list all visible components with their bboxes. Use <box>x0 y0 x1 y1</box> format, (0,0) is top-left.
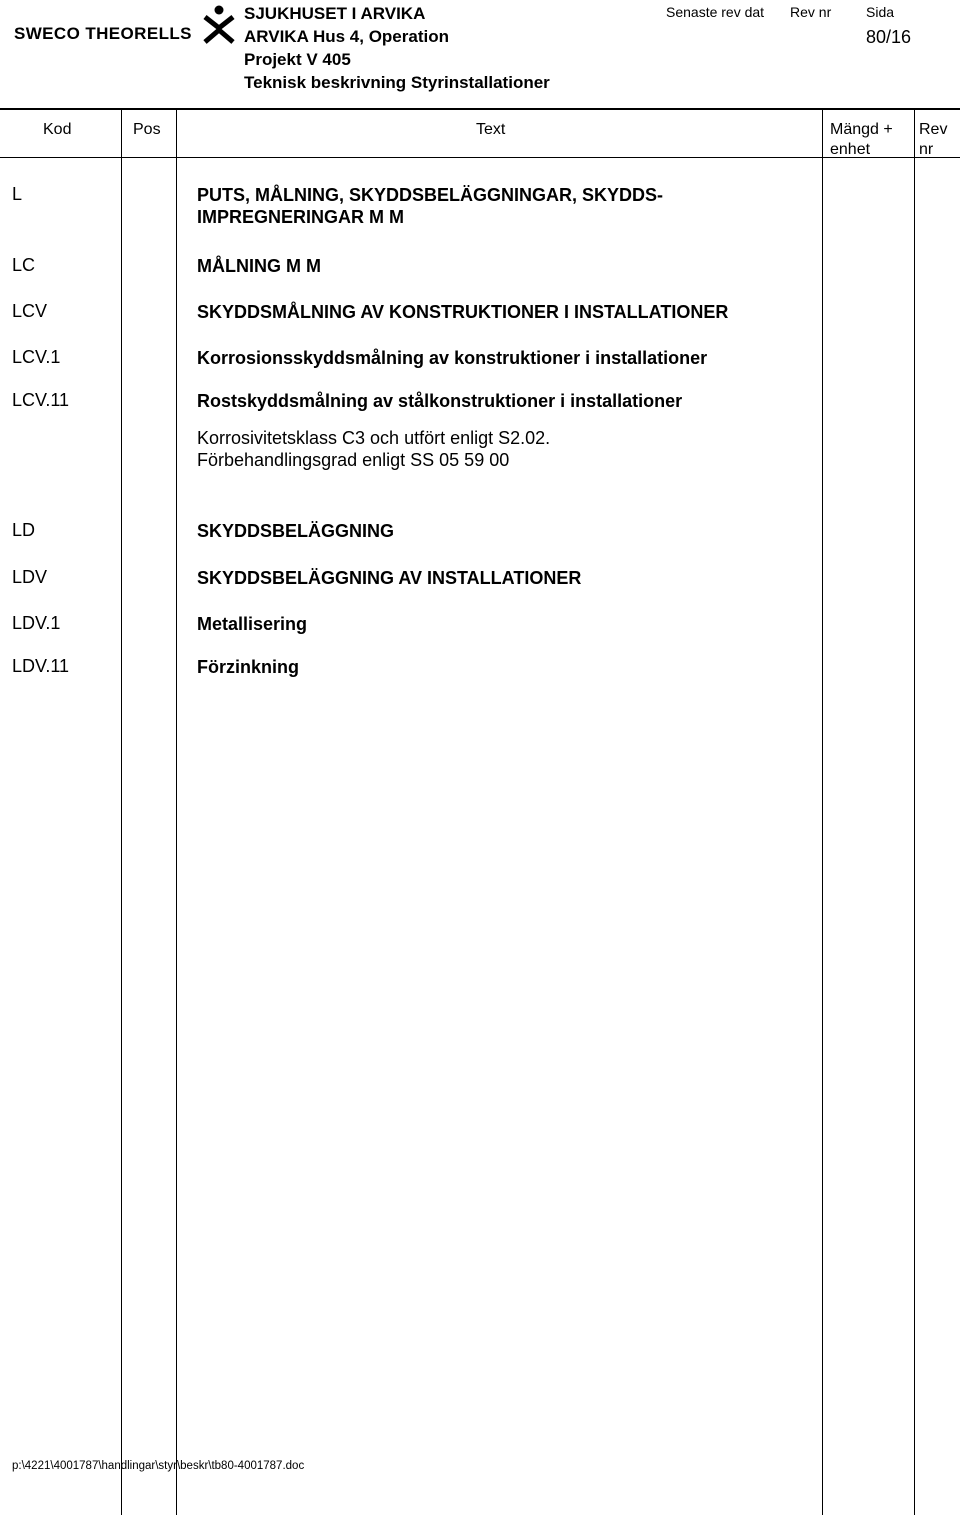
company-logo <box>14 4 232 48</box>
column-header-rev <box>919 120 947 160</box>
company-name: SWECO THEORELLS <box>14 24 192 43</box>
row-heading-lc: MÅLNING M M <box>197 256 321 276</box>
senaste-rev-dat-label: Senaste rev dat <box>666 4 765 20</box>
row-heading-ldv-11: Förzinkning <box>197 657 299 677</box>
column-header-mangd-line-1: Mängd + <box>830 121 893 138</box>
row-code-ld: LD <box>12 520 36 540</box>
row-heading-l-line-2: IMPREGNERINGAR M M <box>197 207 404 227</box>
rev-nr-label: Rev nr <box>790 4 832 20</box>
row-code-l: L <box>12 184 23 204</box>
row-heading-ldv: SKYDDSBELÄGGNING AV INSTALLATIONER <box>197 568 582 588</box>
column-header-pos: Pos <box>133 121 161 138</box>
sweco-figure-icon <box>202 4 236 44</box>
row-body-lcv-11-line-1: Korrosivitetsklass C3 och utfört enligt S2.02. <box>197 428 551 448</box>
project-title-line-3: Projekt V 405 <box>244 50 351 69</box>
header-rule <box>0 108 960 110</box>
row-heading-ld: SKYDDSBELÄGGNING <box>197 521 395 541</box>
row-body-lcv-11 <box>197 427 550 471</box>
column-divider-text-mangd <box>822 110 823 1515</box>
row-heading-lcv: SKYDDSMÅLNING AV KONSTRUKTIONER I INSTALLATIONER <box>197 302 729 322</box>
column-header-rule <box>0 157 960 158</box>
row-heading-lcv-1: Korrosionsskyddsmålning av konstruktioner i installationer <box>197 348 708 368</box>
row-code-ldv-11: LDV.11 <box>12 656 70 676</box>
row-code-ldv: LDV <box>12 567 48 587</box>
column-header-text: Text <box>476 121 506 138</box>
column-divider-pos-text <box>176 110 177 1515</box>
row-code-lc: LC <box>12 255 36 275</box>
row-heading-lcv-11: Rostskyddsmålning av stålkonstruktioner i installationer <box>197 391 683 411</box>
column-divider-kod-pos <box>121 110 122 1515</box>
row-code-lcv-11: LCV.11 <box>12 390 70 410</box>
column-header-kod: Kod <box>43 121 72 138</box>
page-number: 80/16 <box>866 27 912 47</box>
column-header-mangd <box>830 120 893 160</box>
row-code-lcv-1: LCV.1 <box>12 347 61 367</box>
row-heading-l <box>197 184 663 228</box>
document-title: Teknisk beskrivning Styrinstallationer <box>244 73 550 92</box>
file-path-footer: p:\4221\4001787\handlingar\styr\beskr\tb80-4001787.doc <box>12 1460 305 1472</box>
column-header-mangd-line-2: enhet <box>830 141 871 158</box>
row-code-lcv: LCV <box>12 301 48 321</box>
row-heading-l-line-1: PUTS, MÅLNING, SKYDDSBELÄGGNINGAR, SKYDDS- <box>197 185 664 205</box>
column-divider-mangd-rev <box>914 110 915 1515</box>
row-body-lcv-11-line-2: Förbehandlingsgrad enligt SS 05 59 00 <box>197 450 510 470</box>
row-code-ldv-1: LDV.1 <box>12 613 61 633</box>
sida-label: Sida <box>866 4 895 20</box>
column-header-rev-line-2: nr <box>919 141 934 158</box>
column-header-rev-line-1: Rev <box>919 121 948 138</box>
project-title-line-1: SJUKHUSET I ARVIKA <box>244 4 426 23</box>
project-title-line-2: ARVIKA Hus 4, Operation <box>244 27 449 46</box>
row-heading-ldv-1: Metallisering <box>197 614 308 634</box>
